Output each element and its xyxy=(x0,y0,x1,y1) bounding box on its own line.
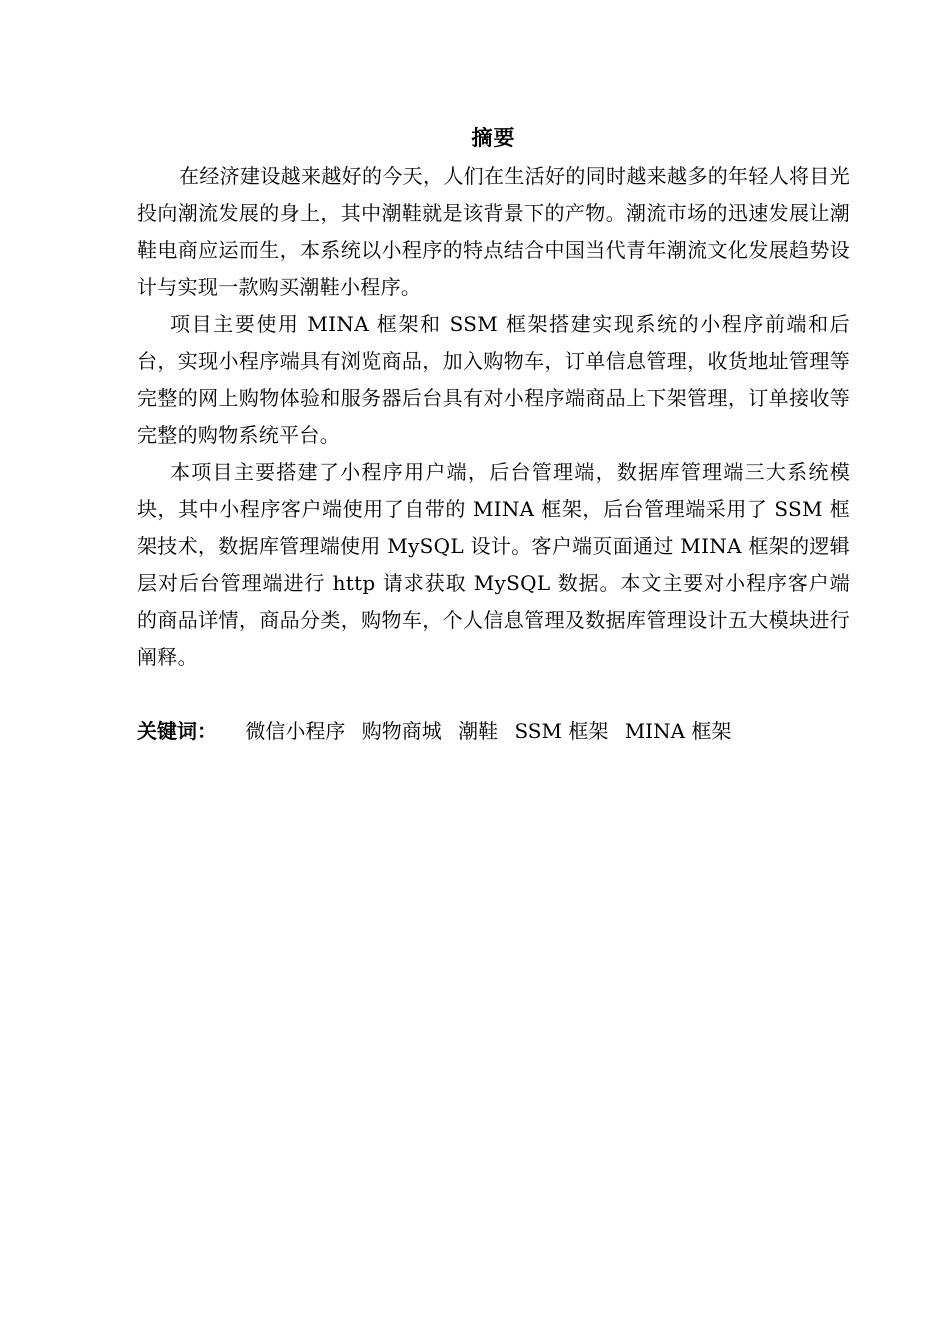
keywords-line xyxy=(137,713,850,750)
keyword-item: 微信小程序 xyxy=(245,719,346,743)
keyword-item: 潮鞋 xyxy=(458,719,499,743)
abstract-title: 摘要 xyxy=(471,126,516,150)
abstract-paragraph-3: 本项目主要搭建了小程序用户端，后台管理端，数据库管理端三大系统模块，其中小程序客户端使用了自带的 MINA 框架，后台管理端采用了 SSM 框架技术，数据库管理端使用 MySQL 设计。客户端页面通过 MINA 框架的逻辑层对后台管理端进行 http 请求获取 MySQL 数据。本文主要对小程序客户端的商品详情，商品分类，购物车，个人信息管理及数据库管理设计五大模块进行阐释。 xyxy=(137,460,850,669)
abstract-paragraph-1: 在经济建设越来越好的今天，人们在生活好的同时越来越多的年轻人将目光投向潮流发展的身上，其中潮鞋就是该背景下的产物。潮流市场的迅速发展让潮鞋电商应运而生，本系统以小程序的特点结合中国当代青年潮流文化发展趋势设计与实现一款购买潮鞋小程序。 xyxy=(137,164,850,299)
keyword-item: 购物商城 xyxy=(361,719,442,743)
abstract-page xyxy=(137,118,850,750)
keywords-label: 关键词： xyxy=(137,719,217,743)
keyword-item: SSM 框架 xyxy=(514,719,609,743)
abstract-paragraph-2: 项目主要使用 MINA 框架和 SSM 框架搭建实现系统的小程序前端和后台，实现小程序端具有浏览商品，加入购物车，订单信息管理，收货地址管理等完整的网上购物体验和服务器后台具有对小程序端商品上下架管理，订单接收等完整的购物系统平台。 xyxy=(137,312,850,447)
keyword-item: MINA 框架 xyxy=(624,719,732,743)
